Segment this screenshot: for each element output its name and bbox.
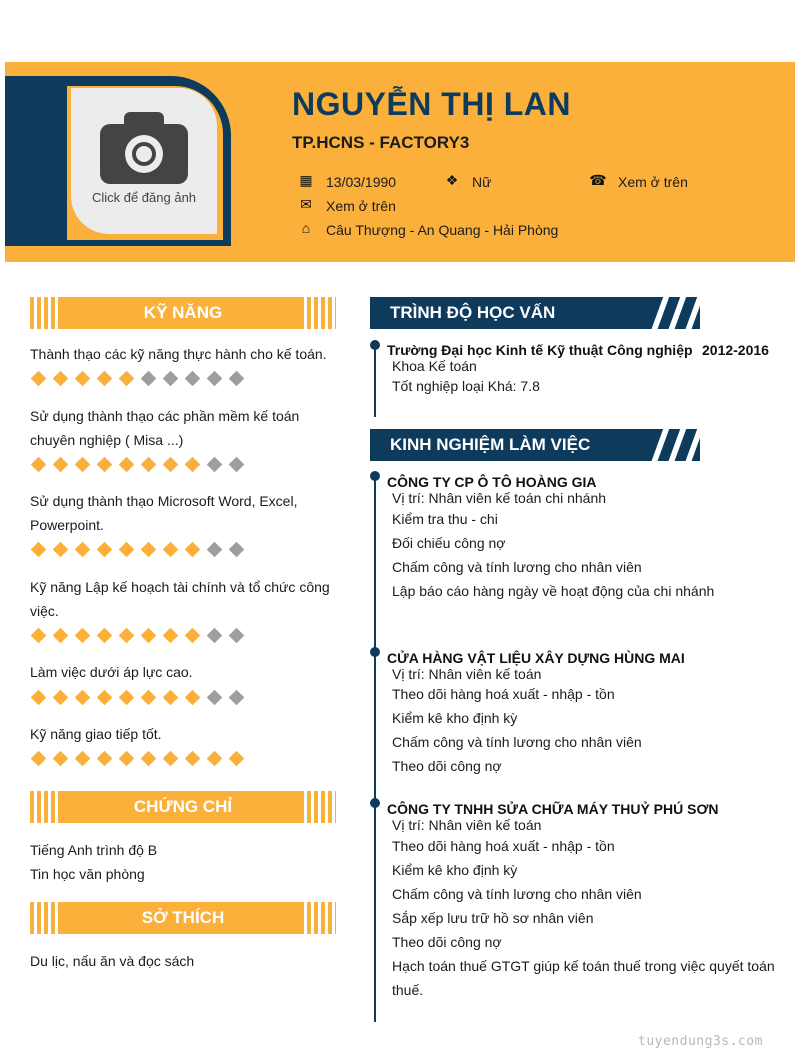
rating-diamond — [229, 751, 245, 767]
skills-title: KỸ NĂNG — [143, 303, 223, 322]
job-line: Vị trí: Nhân viên kế toán — [392, 666, 542, 682]
skill-text: Kỹ năng Lập kế hoạch tài chính và tổ chức công việc. — [30, 579, 330, 619]
rating-diamond — [163, 751, 179, 767]
rating-diamond — [207, 751, 223, 767]
rating-diamond — [53, 628, 69, 644]
skill-text: Thành thạo các kỹ năng thực hành cho kế toán. — [30, 346, 327, 362]
experience-header — [370, 429, 700, 461]
rating-diamond — [31, 628, 47, 644]
rating-diamond — [97, 751, 113, 767]
rating-diamond — [97, 628, 113, 644]
skill-text: Sử dụng thành thạo các phần mềm kế toán chuyên nghiệp ( Misa ...) — [30, 408, 300, 448]
envelope-icon: ✉ — [300, 196, 312, 212]
skill-text: Làm việc dưới áp lực cao. — [30, 664, 193, 680]
photo-caption[interactable]: Click để đăng ảnh — [91, 190, 197, 205]
hobbies-text: Du lịc, nấu ăn và đọc sách — [30, 953, 195, 969]
rating-diamond — [229, 628, 245, 644]
rating-diamond — [229, 690, 245, 706]
rating-diamond — [207, 542, 223, 558]
company-name: CÔNG TY TNHH SỬA CHỮA MÁY THUỶ PHÚ SƠN — [387, 801, 719, 817]
rating-diamond — [185, 457, 201, 473]
rating-diamond — [163, 690, 179, 706]
camera-lens-center — [136, 146, 152, 162]
job-line: Hạch toán thuế GTGT giúp kế toán thuế trong việc quyết toán thuế. — [392, 958, 775, 998]
job-line: Kiểm kê kho định kỳ — [392, 862, 518, 878]
job-line: Theo dõi hàng hoá xuất - nhập - tồn — [392, 686, 615, 702]
company-name: CÔNG TY CP Ô TÔ HOÀNG GIA — [387, 474, 597, 490]
rating-diamond — [207, 628, 223, 644]
rating-diamond — [75, 628, 91, 644]
timeline-dot — [370, 471, 380, 481]
rating-diamond — [163, 457, 179, 473]
skill-text: Sử dụng thành thạo Microsoft Word, Excel, Powerpoint. — [30, 493, 298, 533]
rating-diamond — [53, 371, 69, 387]
rating-diamond — [97, 457, 113, 473]
candidate-name: NGUYỄN THỊ LAN — [292, 86, 571, 122]
rating-diamond — [97, 690, 113, 706]
rating-diamond — [141, 371, 157, 387]
birthday: 13/03/1990 — [326, 174, 397, 190]
phone-icon: ☎ — [589, 172, 607, 188]
company-name: CỬA HÀNG VẬT LIỆU XÂY DỰNG HÙNG MAI — [387, 650, 685, 666]
rating-diamond — [31, 542, 47, 558]
rating-diamond — [141, 751, 157, 767]
phone: Xem ở trên — [618, 174, 688, 190]
rating-diamond — [141, 628, 157, 644]
rating-diamond — [185, 371, 201, 387]
rating-diamond — [97, 542, 113, 558]
skills-header — [30, 297, 336, 329]
rating-diamond — [163, 542, 179, 558]
experience-timeline — [374, 476, 376, 1022]
rating-diamond — [31, 457, 47, 473]
rating-diamond — [207, 690, 223, 706]
job-line: Theo dõi công nợ — [392, 934, 502, 950]
rating-diamond — [163, 628, 179, 644]
rating-diamond — [75, 542, 91, 558]
rating-diamond — [229, 371, 245, 387]
rating-diamond — [31, 371, 47, 387]
job-line: Đối chiếu công nợ — [392, 535, 506, 551]
certificates-header — [30, 791, 336, 823]
job-line: Chấm công và tính lương cho nhân viên — [392, 559, 642, 575]
rating-diamond — [119, 542, 135, 558]
rating-diamond — [53, 690, 69, 706]
job-line: Theo dõi hàng hoá xuất - nhập - tồn — [392, 838, 615, 854]
education-header — [370, 297, 700, 329]
job-line: Chấm công và tính lương cho nhân viên — [392, 886, 642, 902]
rating-diamond — [141, 457, 157, 473]
rating-diamond — [75, 690, 91, 706]
rating-diamond — [141, 690, 157, 706]
home-icon: ⌂ — [301, 220, 311, 236]
email: Xem ở trên — [326, 198, 396, 214]
watermark: tuyendung3s.com — [638, 1034, 763, 1049]
hobbies-title: SỞ THÍCH — [141, 908, 225, 927]
job-title: TP.HCNS - FACTORY3 — [292, 133, 470, 152]
education-line: Tốt nghiệp loại Khá: 7.8 — [392, 378, 540, 394]
job-line: Lập báo cáo hàng ngày về hoạt động của chi nhánh — [392, 583, 715, 599]
rating-diamond — [75, 457, 91, 473]
rating-diamond — [75, 371, 91, 387]
job-line: Sắp xếp lưu trữ hồ sơ nhân viên — [392, 910, 594, 926]
timeline-dot — [370, 647, 380, 657]
job-line: Vị trí: Nhân viên kế toán — [392, 817, 542, 833]
certificate-item: Tin học văn phòng — [30, 866, 145, 882]
school-name: Trường Đại học Kinh tế Kỹ thuật Công nghiệp — [387, 342, 693, 358]
rating-diamond — [119, 690, 135, 706]
rating-diamond — [185, 628, 201, 644]
calendar-icon: ▦ — [299, 172, 313, 188]
certificates-title: CHỨNG CHỈ — [133, 797, 233, 816]
rating-diamond — [53, 751, 69, 767]
job-line: Vị trí: Nhân viên kế toán chi nhánh — [392, 490, 607, 506]
rating-diamond — [185, 690, 201, 706]
rating-diamond — [31, 751, 47, 767]
rating-diamond — [141, 542, 157, 558]
education-line: Khoa Kế toán — [392, 358, 477, 374]
education-timeline — [374, 345, 376, 417]
rating-diamond — [75, 751, 91, 767]
timeline-dot — [370, 798, 380, 808]
gender: Nữ — [472, 174, 492, 190]
rating-diamond — [229, 542, 245, 558]
rating-diamond — [185, 542, 201, 558]
rating-diamond — [207, 371, 223, 387]
rating-diamond — [97, 371, 113, 387]
hobbies-header — [30, 902, 336, 934]
timeline-dot — [370, 340, 380, 350]
job-line: Chấm công và tính lương cho nhân viên — [392, 734, 642, 750]
job-line: Kiểm kê kho định kỳ — [392, 710, 518, 726]
people-icon: ❖ — [445, 172, 459, 188]
experience-title: KINH NGHIỆM LÀM VIỆC — [390, 435, 591, 454]
rating-diamond — [229, 457, 245, 473]
rating-diamond — [163, 371, 179, 387]
rating-diamond — [53, 542, 69, 558]
address: Câu Thượng - An Quang - Hải Phòng — [326, 222, 559, 238]
rating-diamond — [31, 690, 47, 706]
skill-text: Kỹ năng giao tiếp tốt. — [30, 726, 162, 742]
certificate-item: Tiếng Anh trình độ B — [30, 842, 158, 858]
rating-diamond — [207, 457, 223, 473]
education-title: TRÌNH ĐỘ HỌC VẤN — [390, 303, 556, 322]
job-line: Kiểm tra thu - chi — [392, 511, 498, 527]
education-years: 2012-2016 — [702, 342, 769, 358]
rating-diamond — [119, 751, 135, 767]
rating-diamond — [119, 628, 135, 644]
job-line: Theo dõi công nợ — [392, 758, 502, 774]
rating-diamond — [119, 371, 135, 387]
rating-diamond — [185, 751, 201, 767]
rating-diamond — [53, 457, 69, 473]
rating-diamond — [119, 457, 135, 473]
